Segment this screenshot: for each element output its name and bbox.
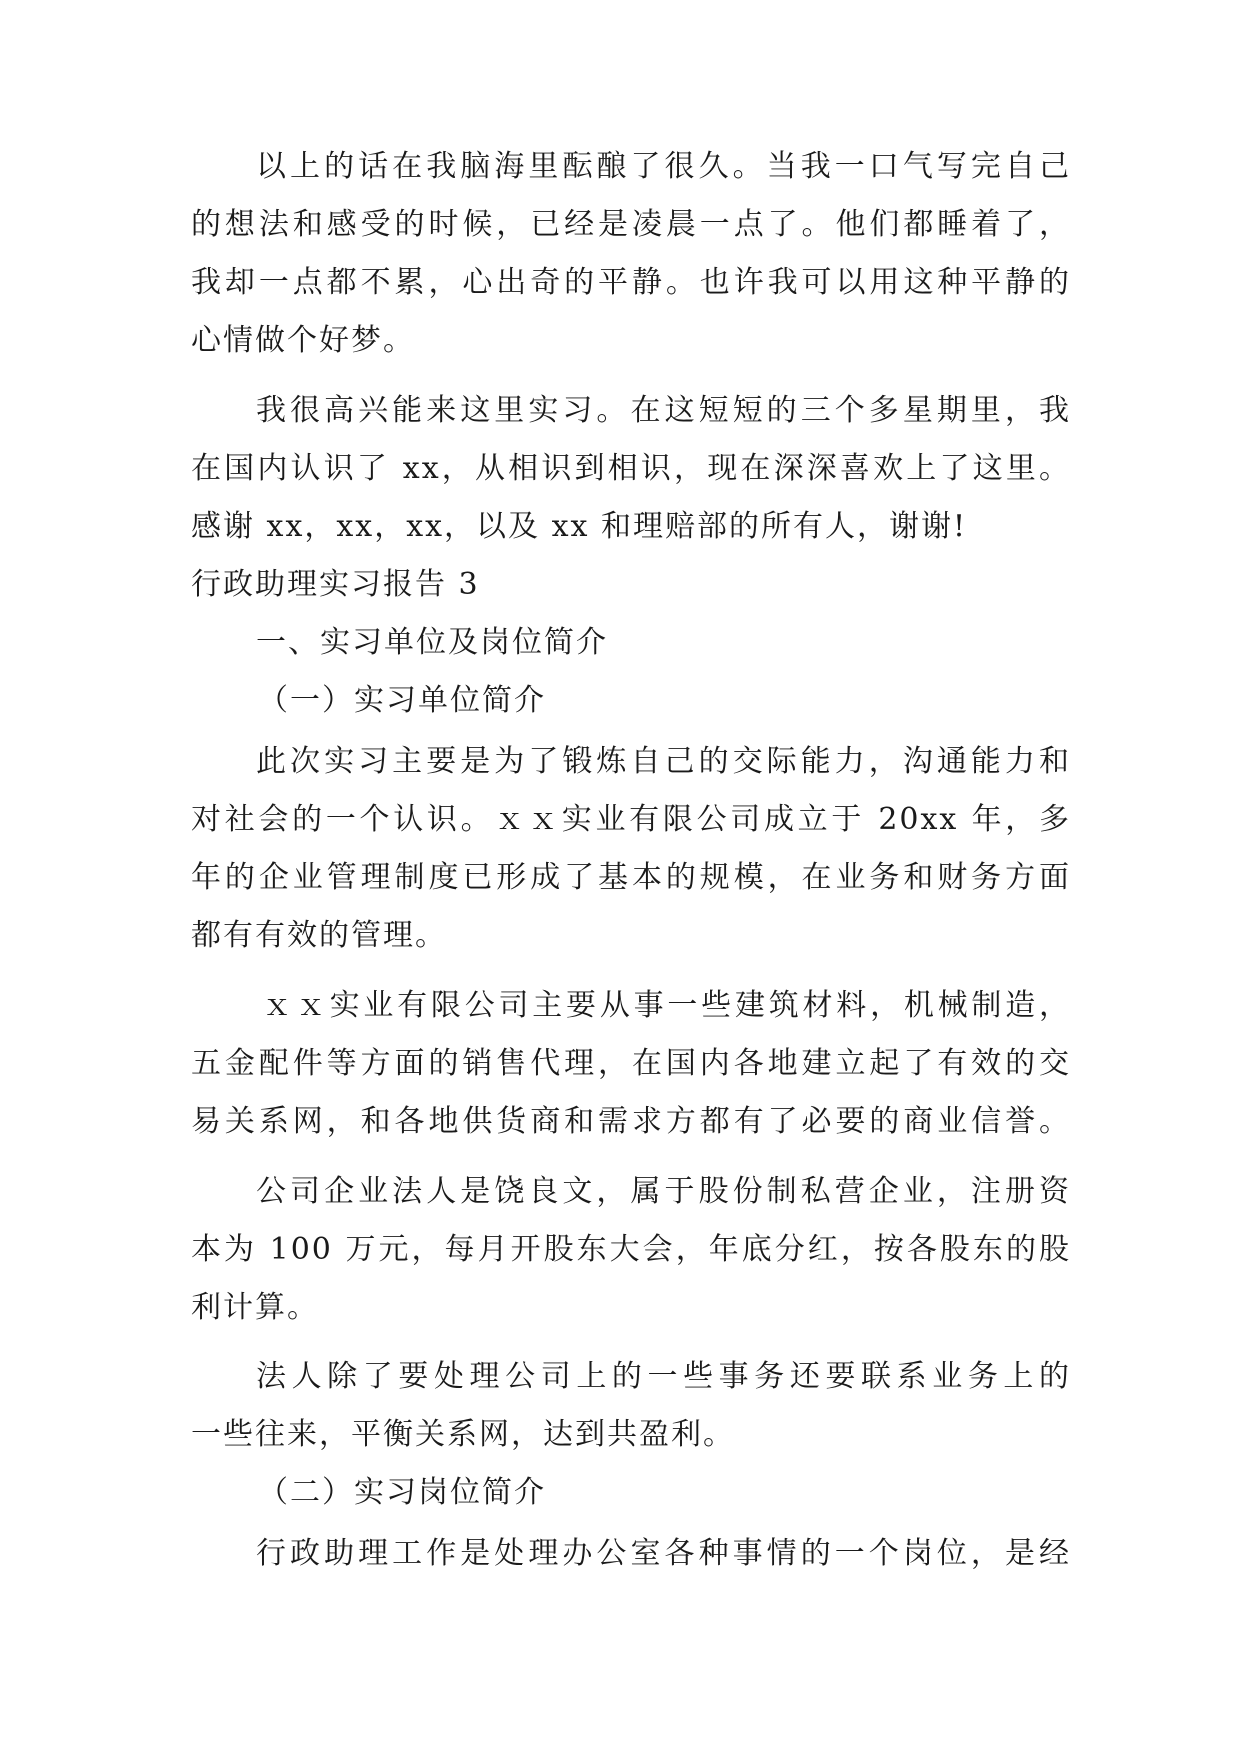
paragraph-3-line-2: 对社会的一个认识。ｘｘ实业有限公司成立于 20xx 年，多 — [191, 802, 1071, 837]
paragraph-4-line-3: 易关系网，和各地供货商和需求方都有了必要的商业信誉。 — [191, 1104, 1071, 1139]
paragraph-6-line-1: 法人除了要处理公司上的一些事务还要联系业务上的 — [256, 1359, 1071, 1394]
paragraph-3-line-3: 年的企业管理制度已形成了基本的规模，在业务和财务方面 — [191, 860, 1071, 895]
paragraph-2-line-1: 我很高兴能来这里实习。在这短短的三个多星期里，我 — [256, 393, 1071, 428]
paragraph-3-line-4: 都有有效的管理。 — [191, 918, 447, 953]
paragraph-5-line-2: 本为 100 万元，每月开股东大会，年底分红，按各股东的股 — [191, 1232, 1071, 1267]
subheading-2: （二）实习岗位简介 — [258, 1475, 546, 1510]
paragraph-4-line-2: 五金配件等方面的销售代理，在国内各地建立起了有效的交 — [191, 1046, 1071, 1081]
paragraph-2-line-2: 在国内认识了 xx，从相识到相识，现在深深喜欢上了这里。 — [191, 451, 1071, 486]
paragraph-7-line-1: 行政助理工作是处理办公室各种事情的一个岗位，是经 — [256, 1536, 1071, 1571]
paragraph-4-line-1: ｘｘ实业有限公司主要从事一些建筑材料，机械制造， — [262, 988, 1071, 1023]
paragraph-1-line-3: 我却一点都不累，心出奇的平静。也许我可以用这种平静的 — [191, 265, 1071, 300]
paragraph-1-line-4: 心情做个好梦。 — [191, 323, 415, 358]
paragraph-2-line-3: 感谢 xx，xx，xx，以及 xx 和理赔部的所有人，谢谢! — [191, 509, 968, 544]
paragraph-1-line-2: 的想法和感受的时候，已经是凌晨一点了。他们都睡着了， — [191, 207, 1071, 242]
paragraph-5-line-1: 公司企业法人是饶良文，属于股份制私营企业，注册资 — [256, 1174, 1071, 1209]
section-title: 行政助理实习报告 3 — [191, 567, 480, 602]
paragraph-3-line-1: 此次实习主要是为了锻炼自己的交际能力，沟通能力和 — [256, 744, 1071, 779]
subheading-1: （一）实习单位简介 — [258, 683, 546, 718]
paragraph-6-line-2: 一些往来，平衡关系网，达到共盈利。 — [191, 1417, 735, 1452]
paragraph-1-line-1: 以上的话在我脑海里酝酿了很久。当我一口气写完自己 — [256, 149, 1071, 184]
section-heading-1: 一、实习单位及岗位简介 — [256, 625, 608, 660]
paragraph-5-line-3: 利计算。 — [191, 1290, 319, 1325]
